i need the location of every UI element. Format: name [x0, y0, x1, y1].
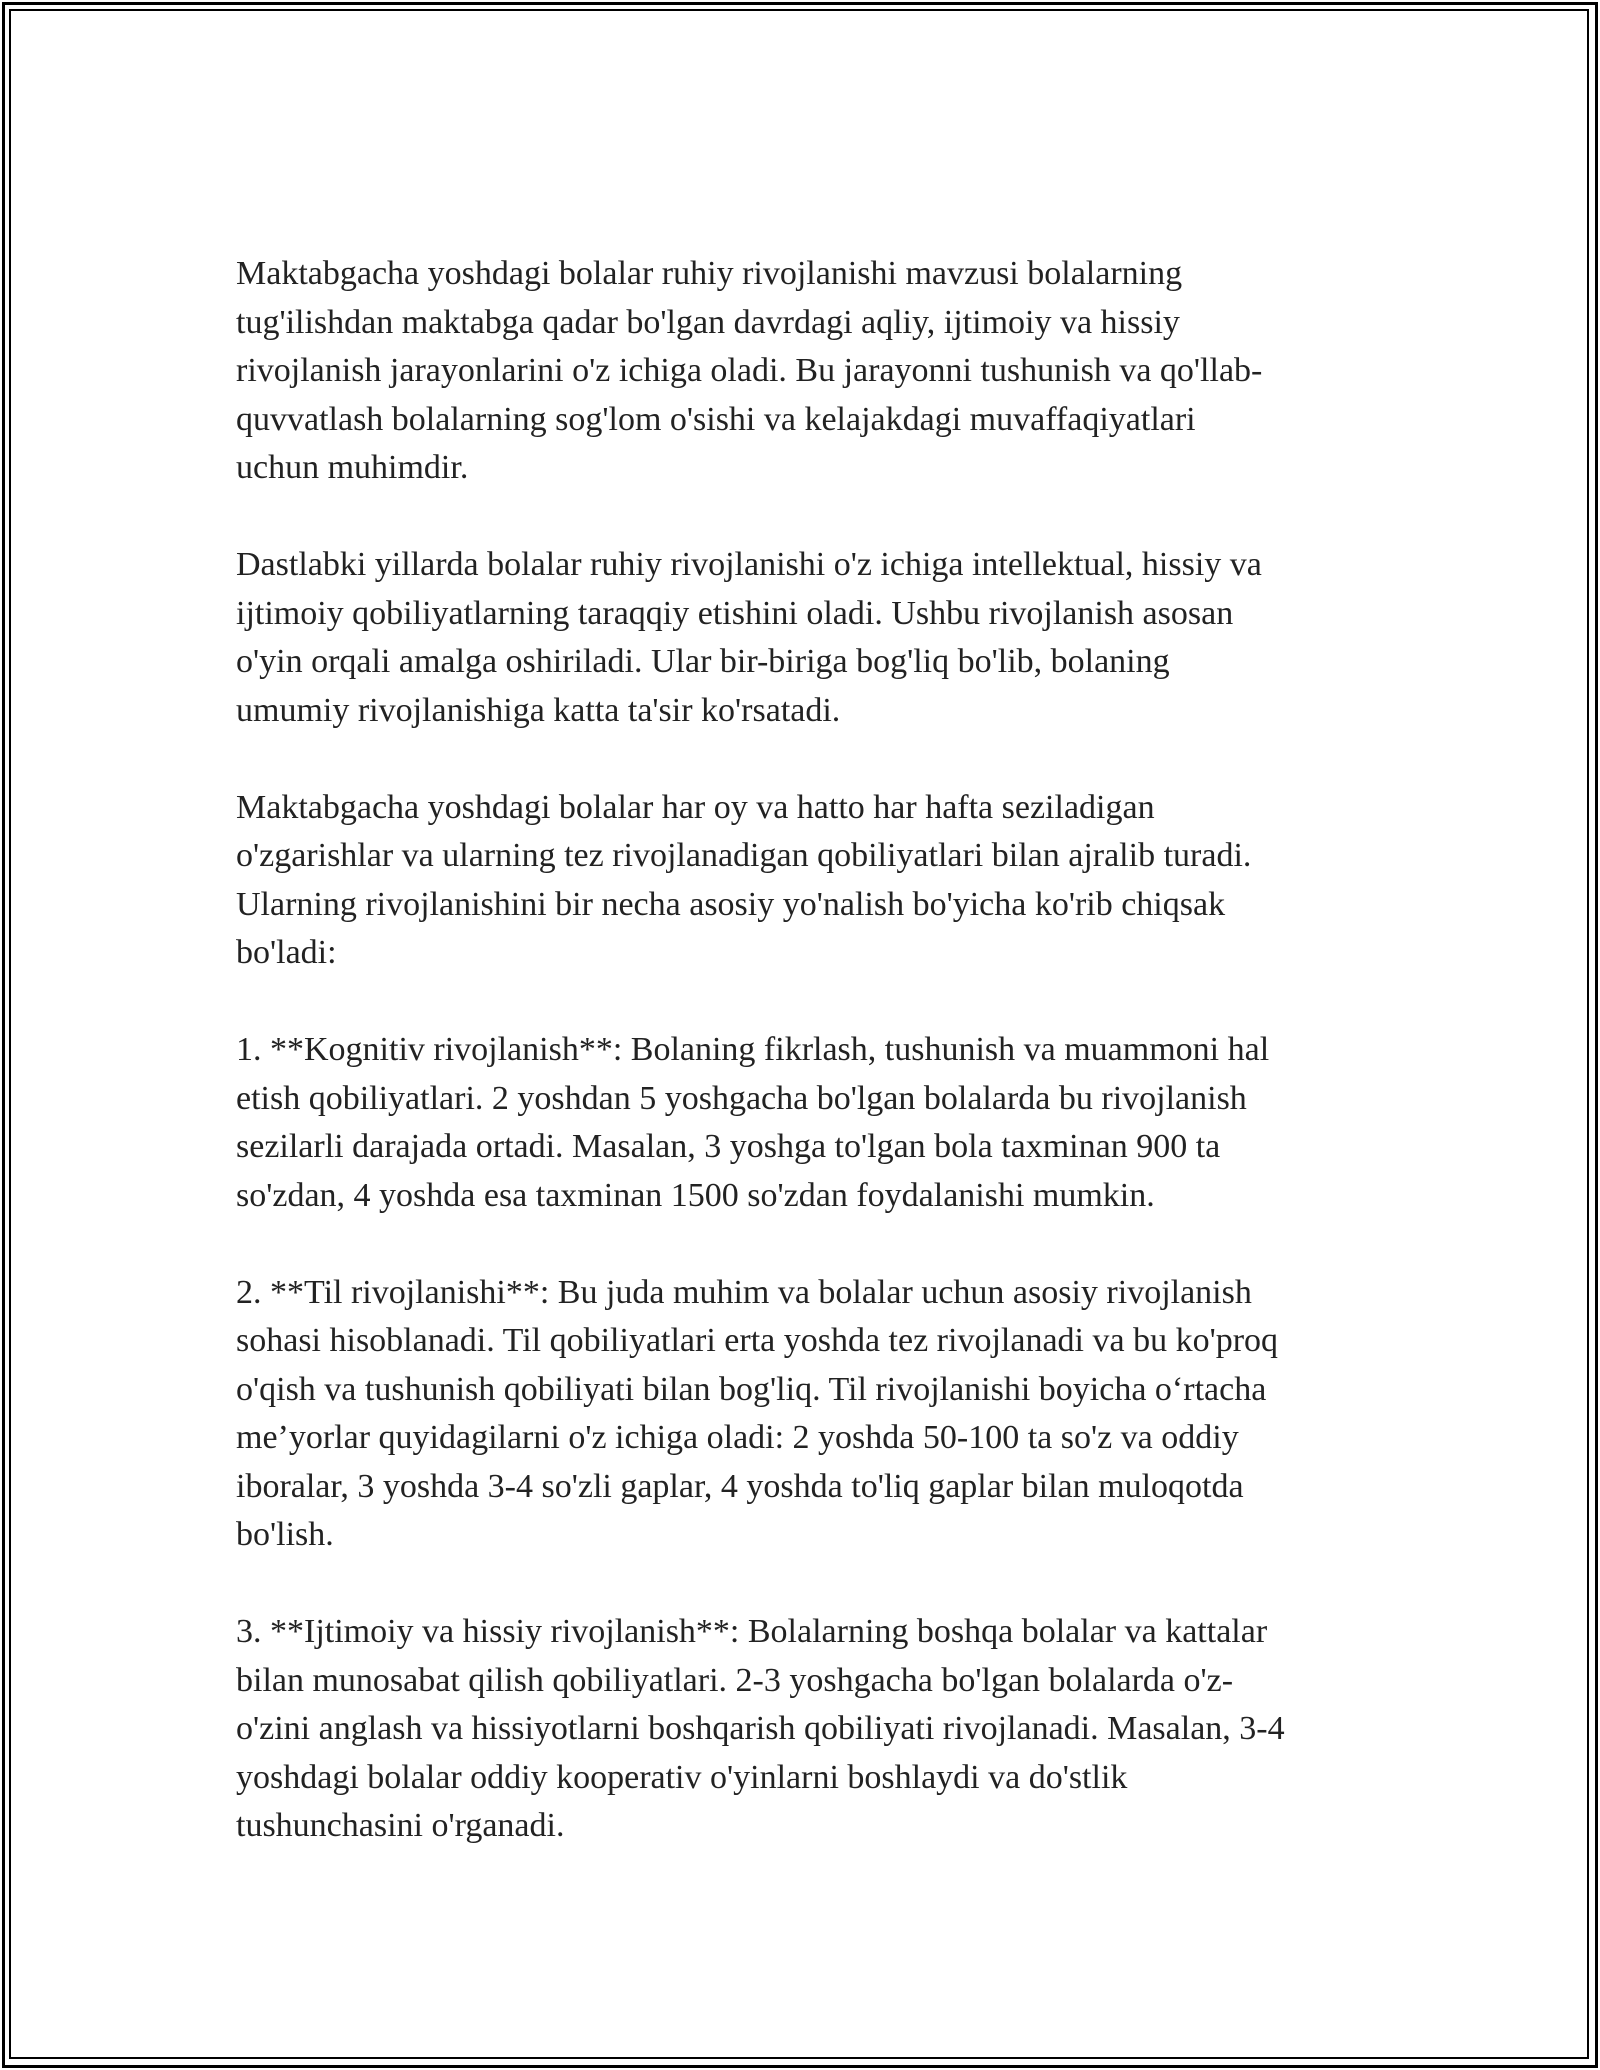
paragraph-early-years	[236, 541, 1386, 735]
text-line: bo'lish.	[236, 1516, 334, 1553]
text-line: so'zdan, 4 yoshda esa taxminan 1500 so'zdan foydalanishi mumkin.	[236, 1176, 1155, 1214]
text-line: umumiy rivojlanishiga katta ta'sir ko'rsatadi.	[236, 691, 841, 729]
document-body	[236, 250, 1386, 1899]
list-item-cognitive	[236, 1026, 1386, 1220]
text-line: quvvatlash bolalarning sog'lom o'sishi va kelajakdagi muvaffaqiyatlari	[236, 400, 1196, 438]
text-line: tug'ilishdan maktabga qadar bo'lgan davrdagi aqliy, ijtimoiy va hissiy	[236, 303, 1180, 341]
text-line: Maktabgacha yoshdagi bolalar har oy va hatto har hafta seziladigan	[236, 788, 1155, 826]
text-line: yoshdagi bolalar oddiy kooperativ o'yinlarni boshlaydi va do'stlik	[236, 1758, 1128, 1796]
text-line: rivojlanish jarayonlarini o'z ichiga oladi. Bu jarayonni tushunish va qo'llab-	[236, 352, 1263, 389]
text-line: etish qobiliyatlari. 2 yoshdan 5 yoshgacha bo'lgan bolalarda bu rivojlanish	[236, 1079, 1247, 1117]
list-item-social-emotional	[236, 1608, 1386, 1851]
text-line: o'zgarishlar va ularning tez rivojlanadigan qobiliyatlari bilan ajralib turadi.	[236, 837, 1252, 874]
text-line: o'zini anglash va hissiyotlarni boshqarish qobiliyati rivojlanadi. Masalan, 3-4	[236, 1710, 1285, 1747]
text-line: Ularning rivojlanishini bir necha asosiy yo'nalish bo'yicha ko'rib chiqsak	[236, 885, 1226, 923]
text-line: 3. **Ijtimoiy va hissiy rivojlanish**: Bolalarning boshqa bolalar va kattalar	[236, 1613, 1268, 1650]
paragraph-directions	[236, 784, 1386, 978]
text-line: bilan munosabat qilish qobiliyatlari. 2-3 yoshgacha bo'lgan bolalarda o'z-	[236, 1661, 1234, 1699]
text-line: 1. **Kognitiv rivojlanish**: Bolaning fikrlash, tushunish va muammoni hal	[236, 1031, 1270, 1068]
text-line: Dastlabki yillarda bolalar ruhiy rivojlanishi o'z ichiga intellektual, hissiy va	[236, 546, 1262, 583]
text-line: uchun muhimdir.	[236, 449, 469, 486]
text-line: bo'ladi:	[236, 934, 337, 971]
text-line: sezilarli darajada ortadi. Masalan, 3 yoshga to'lgan bola taxminan 900 ta	[236, 1128, 1221, 1165]
text-line: me’yorlar quyidagilarni o'z ichiga oladi: 2 yoshda 50-100 ta so'z va oddiy	[236, 1419, 1239, 1456]
text-line: Maktabgacha yoshdagi bolalar ruhiy rivojlanishi mavzusi bolalarning	[236, 255, 1183, 292]
text-line: iboralar, 3 yoshda 3-4 so'zli gaplar, 4 yoshda to'liq gaplar bilan muloqotda	[236, 1467, 1244, 1505]
text-line: ijtimoiy qobiliyatlarning taraqqiy etishini oladi. Ushbu rivojlanish asosan	[236, 594, 1234, 632]
text-line: 2. **Til rivojlanishi**: Bu juda muhim va bolalar uchun asosiy rivojlanish	[236, 1273, 1252, 1311]
text-line: o'yin orqali amalga oshiriladi. Ular bir-biriga bog'liq bo'lib, bolaning	[236, 643, 1170, 680]
text-line: o'qish va tushunish qobiliyati bilan bog'liq. Til rivojlanishi boyicha o‘rtacha	[236, 1370, 1267, 1408]
paragraph-intro	[236, 250, 1386, 493]
text-line: sohasi hisoblanadi. Til qobiliyatlari erta yoshda tez rivojlanadi va bu ko'proq	[236, 1322, 1279, 1359]
text-line: tushunchasini o'rganadi.	[236, 1807, 565, 1844]
list-item-language	[236, 1269, 1386, 1560]
